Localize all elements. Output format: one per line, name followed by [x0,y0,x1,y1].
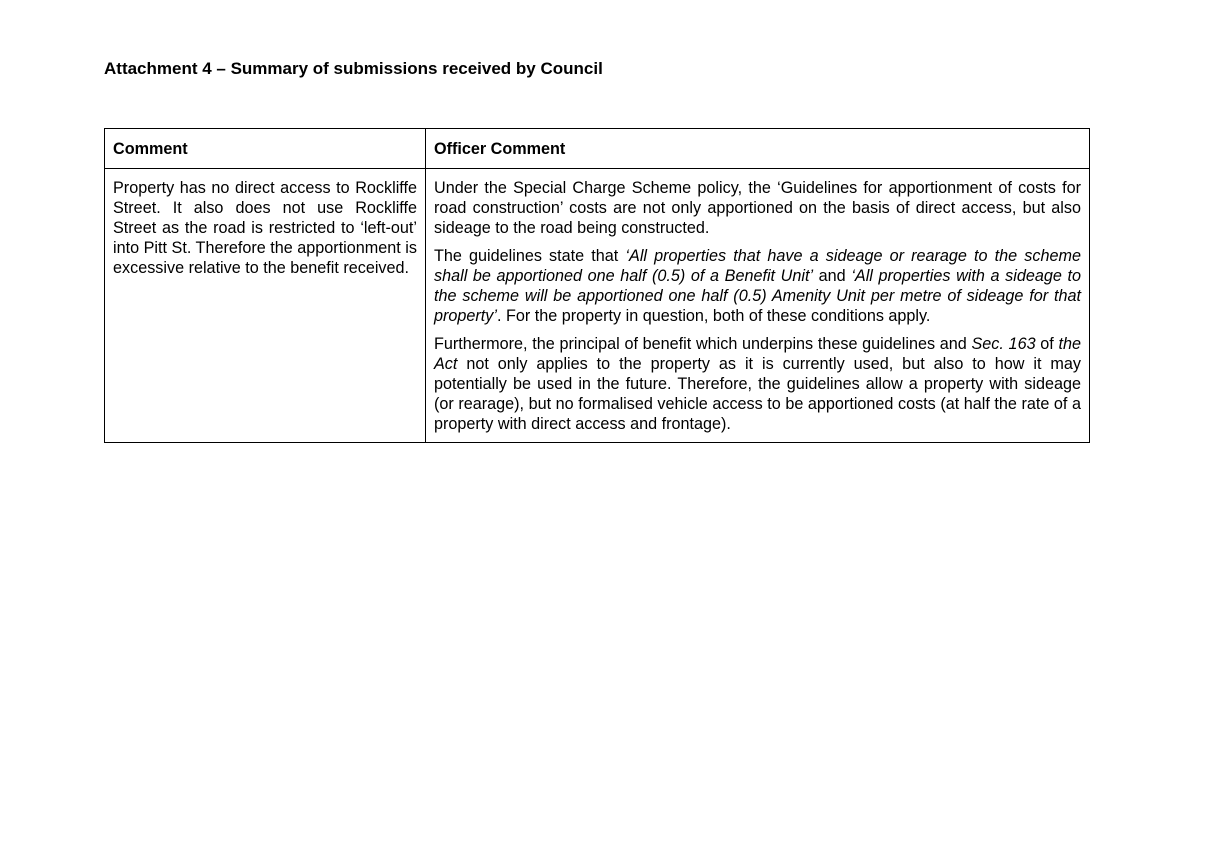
officer-comment-paragraph-2 [434,246,1081,326]
p2-text-a: The guidelines state that [434,247,626,265]
p3-text-e: not only applies to the property as it is currently used, but also to how it may potentially be used in the future. Therefore, the guidelines allow a property with sideage (or rearage), but no formalised vehicle access to be apportioned costs (at half the rate of a property with direct access and frontage). [434,355,1081,433]
p3-act-ref: the Act [434,335,1081,373]
p3-text-c: of [1035,335,1059,353]
officer-comment-paragraph-3 [434,334,1081,434]
p2-quote-benefit-unit: ‘All properties that have a sideage or rearage to the scheme shall be apportioned one half (0.5) of a Benefit Unit’ [434,247,1081,285]
column-header-comment: Comment [105,129,426,169]
officer-comment-cell [426,169,1090,443]
p3-section-ref: Sec. 163 [971,335,1036,353]
page-title: Attachment 4 – Summary of submissions received by Council [104,59,603,78]
submission-comment-text: Property has no direct access to Rockliffe Street. It also does not use Rockliffe Street as the road is restricted to ‘left-out’ into Pitt St. Therefore the apportionment is excessive relative to the benefit received. [113,179,417,277]
p2-quote-amenity-unit: ‘All properties with a sideage to the scheme will be apportioned one half (0.5) Amenity Unit per metre of sideage for that property’ [434,267,1081,325]
table-row [105,169,1090,443]
table-header-row [105,129,1090,169]
comment-cell [105,169,426,443]
p2-text-e: . For the property in question, both of these conditions apply. [496,307,931,325]
p2-text-c: and [813,267,852,285]
column-header-officer-comment: Officer Comment [426,129,1090,169]
p3-text-a: Furthermore, the principal of benefit which underpins these guidelines and [434,335,972,353]
submissions-table [104,128,1090,443]
officer-comment-paragraph-1: Under the Special Charge Scheme policy, the ‘Guidelines for apportionment of costs for road construction’ costs are not only apportioned on the basis of direct access, but also sideage to the road being constructed. [434,179,1081,237]
